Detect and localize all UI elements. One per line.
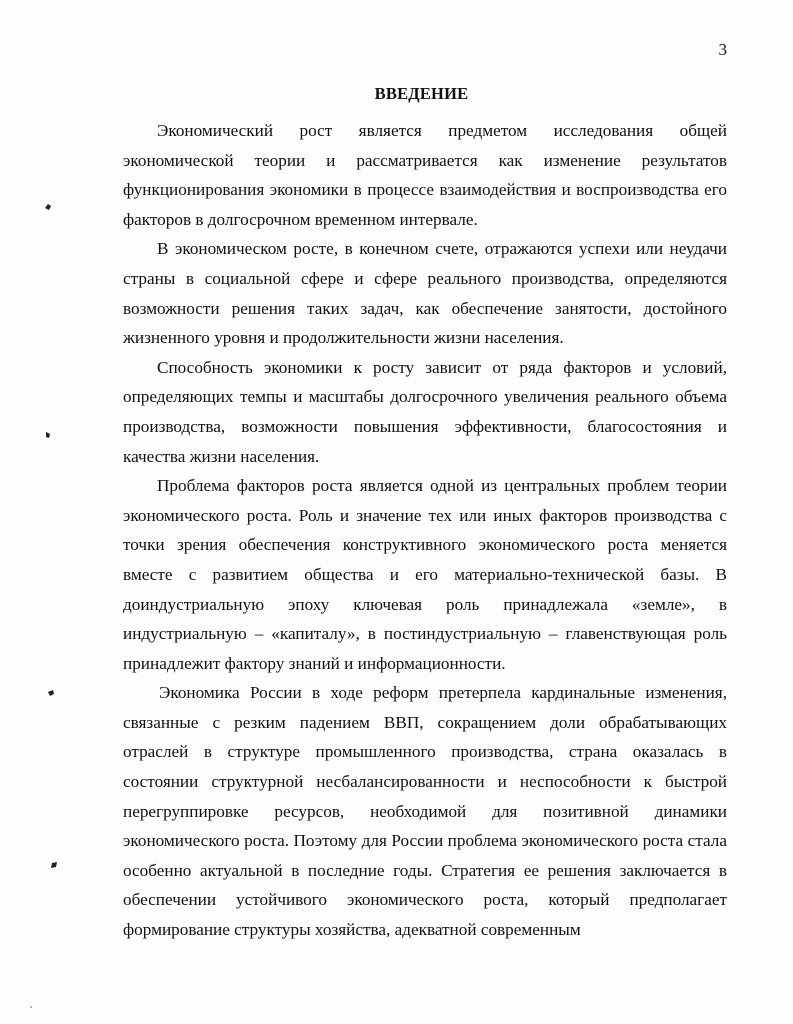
- scan-speck-mark: [44, 203, 52, 211]
- paragraph-2: В экономическом росте, в конечном счете, отражаются успехи или неудачи страны в социальной сфере и сфере реального производства, определяются возможности решения таких задач, как обеспечение занятости, достойного жизненного уровня и продолжительности жизни населения.: [123, 239, 727, 348]
- paragraph-1: Экономический рост является предметом исследования общей экономической теории и рассматривается как изменение результатов функционирования экономики в процессе взаимодействия и воспроизводства его факторов в долгосрочном временном интервале.: [123, 121, 727, 229]
- scan-dot: [30, 1006, 32, 1008]
- paragraph-3: Способность экономики к росту зависит от ряда факторов и условий, определяющих темпы и масштабы долгосрочного увеличения реального объема производства, возможности повышения эффективности, благосостояния и качества жизни населения.: [123, 357, 727, 466]
- section-heading: ВВЕДЕНИЕ: [374, 84, 469, 103]
- scan-speck-mark: [50, 861, 58, 869]
- page-number: 3: [718, 40, 727, 59]
- scan-speck-mark: [47, 689, 55, 697]
- scan-speck-mark: [44, 431, 52, 439]
- paragraph-5: Экономика России в ходе реформ претерпела кардинальные изменения, связанные с резким падением ВВП, сокращением доли обрабатывающих отраслей в структуре промышленного производства, страна оказалась в состоянии структурной несбалансированности и неспособности к быстрой перегруппировке ресурсов, необходимой для позитивной динамики экономического роста. Поэтому для России проблема экономического роста стала особенно актуальной в последние годы. Стратегия ее решения заключается в обеспечении устойчивого экономического роста, который предполагает формирование структуры хозяйства, адекватной современным: [123, 683, 727, 940]
- paragraph-4: Проблема факторов роста является одной из центральных проблем теории экономического роста. Роль и значение тех или иных факторов производства с точки зрения обеспечения конструктивного экономического роста меняется вместе с развитием общества и его материально-технической базы. В доиндустриальную эпоху ключевая роль принадлежала «земле», в индустриальную – «капиталу», в постиндустриальную – главенствующая роль принадлежит фактору знаний и информационности.: [123, 476, 727, 673]
- body-text: [123, 116, 727, 945]
